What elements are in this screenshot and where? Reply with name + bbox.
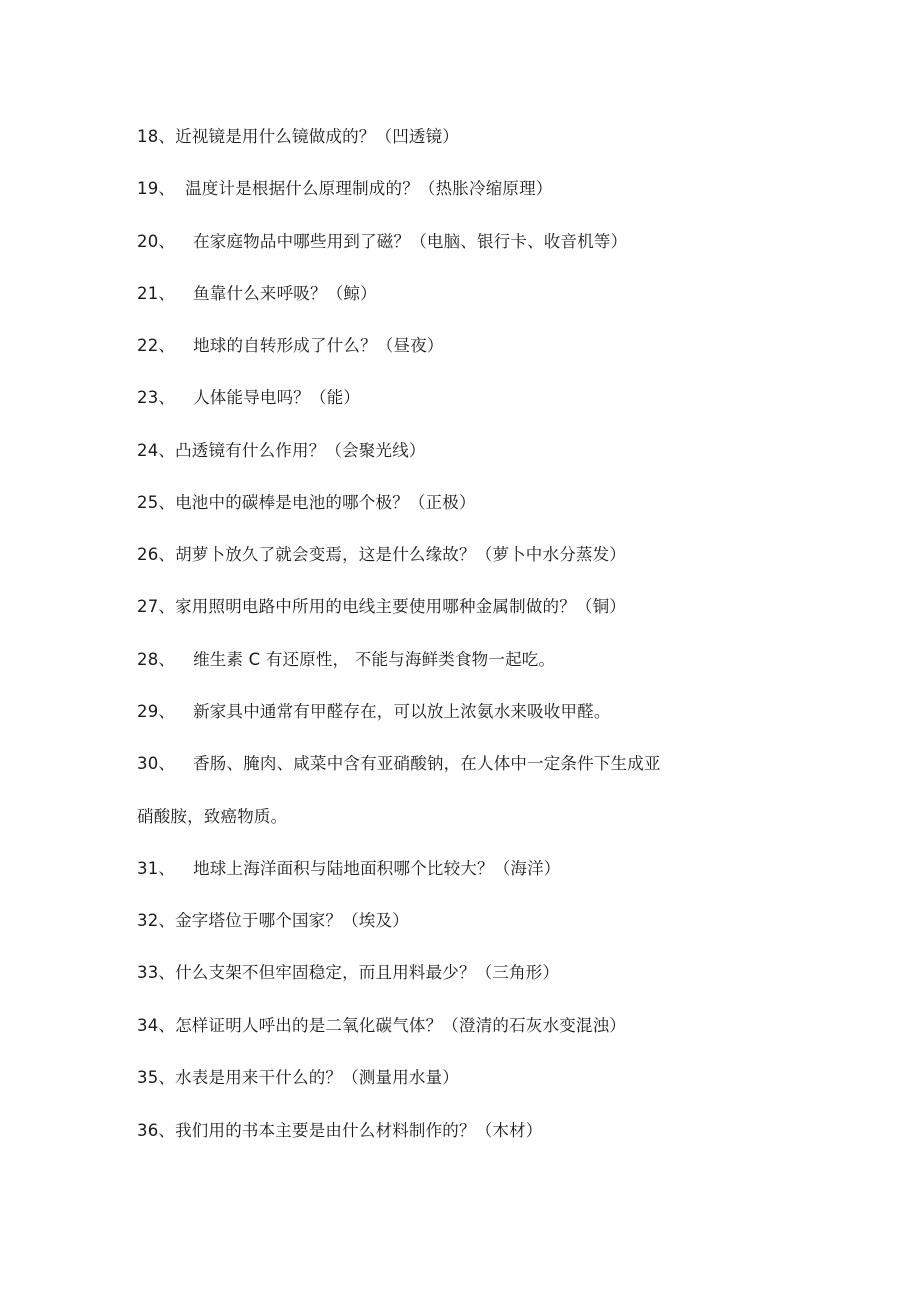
question-text: 我们用的书本主要是由什么材料制作的？（木材）	[175, 1121, 543, 1140]
question-24	[137, 440, 426, 462]
question-35	[137, 1067, 459, 1089]
question-27	[137, 596, 626, 618]
question-number: 33、	[137, 963, 176, 982]
question-text: 凸透镜有什么作用？（会聚光线）	[175, 441, 426, 460]
question-number: 36、	[137, 1121, 176, 1140]
question-32	[137, 910, 409, 932]
question-25	[137, 492, 476, 514]
question-text: 怎样证明人呼出的是二氧化碳气体？（澄清的石灰水变混浊）	[175, 1016, 627, 1035]
question-34	[137, 1015, 626, 1037]
question-text: 水表是用来干什么的？（测量用水量）	[175, 1068, 460, 1087]
question-number: 25、	[137, 493, 176, 512]
question-number: 18、	[137, 127, 176, 146]
question-text: 什么支架不但牢固稳定，而且用料最少？（三角形）	[175, 963, 560, 982]
question-number: 27、	[137, 597, 176, 616]
question-text: 香肠、腌肉、咸菜中含有亚硝酸钠，在人体中一定条件下生成亚	[193, 754, 661, 773]
question-19	[137, 178, 553, 200]
question-number: 26、	[137, 545, 176, 564]
question-text: 家用照明电路中所用的电线主要使用哪种金属制做的？（铜）	[175, 597, 627, 616]
question-20	[137, 231, 627, 253]
question-number: 19、	[137, 179, 176, 198]
question-text: 电池中的碳棒是电池的哪个极？（正极）	[175, 493, 476, 512]
question-text: 新家具中通常有甲醛存在，可以放上浓氨水来吸收甲醛。	[193, 702, 611, 721]
question-22	[137, 335, 444, 357]
question-text: 鱼靠什么来呼吸？（鲸）	[193, 284, 377, 303]
question-text: 地球的自转形成了什么？（昼夜）	[193, 336, 444, 355]
question-number: 35、	[137, 1068, 176, 1087]
question-text: 地球上海洋面积与陆地面积哪个比较大？（海洋）	[193, 859, 561, 878]
question-31	[137, 858, 561, 880]
question-18	[137, 126, 459, 148]
question-29	[137, 701, 611, 723]
question-number: 31、	[137, 859, 176, 878]
question-text: 温度计是根据什么原理制成的？（热胀冷缩原理）	[185, 179, 553, 198]
question-36	[137, 1120, 543, 1142]
question-number: 22、	[137, 336, 176, 355]
question-text: 近视镜是用什么镜做成的？（凹透镜）	[175, 127, 460, 146]
question-28	[137, 649, 555, 671]
question-text: 胡萝卜放久了就会变焉，这是什么缘故？（萝卜中水分蒸发）	[175, 545, 627, 564]
question-number: 20、	[137, 232, 176, 251]
question-number: 28、	[137, 650, 176, 669]
question-30	[137, 753, 661, 775]
question-number: 21、	[137, 284, 176, 303]
question-21	[137, 283, 377, 305]
question-30-continuation	[137, 806, 287, 828]
question-text: 在家庭物品中哪些用到了磁？（电脑、银行卡、收音机等）	[193, 232, 628, 251]
question-text: 人体能导电吗？（能）	[193, 388, 361, 407]
question-number: 29、	[137, 702, 176, 721]
question-33	[137, 962, 559, 984]
question-text: 硝酸胺，致癌物质。	[137, 807, 288, 826]
question-number: 30、	[137, 754, 176, 773]
question-number: 23、	[137, 388, 176, 407]
question-23	[137, 387, 360, 409]
question-26	[137, 544, 626, 566]
question-number: 34、	[137, 1016, 176, 1035]
question-number: 32、	[137, 911, 176, 930]
question-text: 维生素 C 有还原性， 不能与海鲜类食物一起吃。	[193, 650, 556, 669]
question-number: 24、	[137, 441, 176, 460]
question-text: 金字塔位于哪个国家？（埃及）	[175, 911, 409, 930]
